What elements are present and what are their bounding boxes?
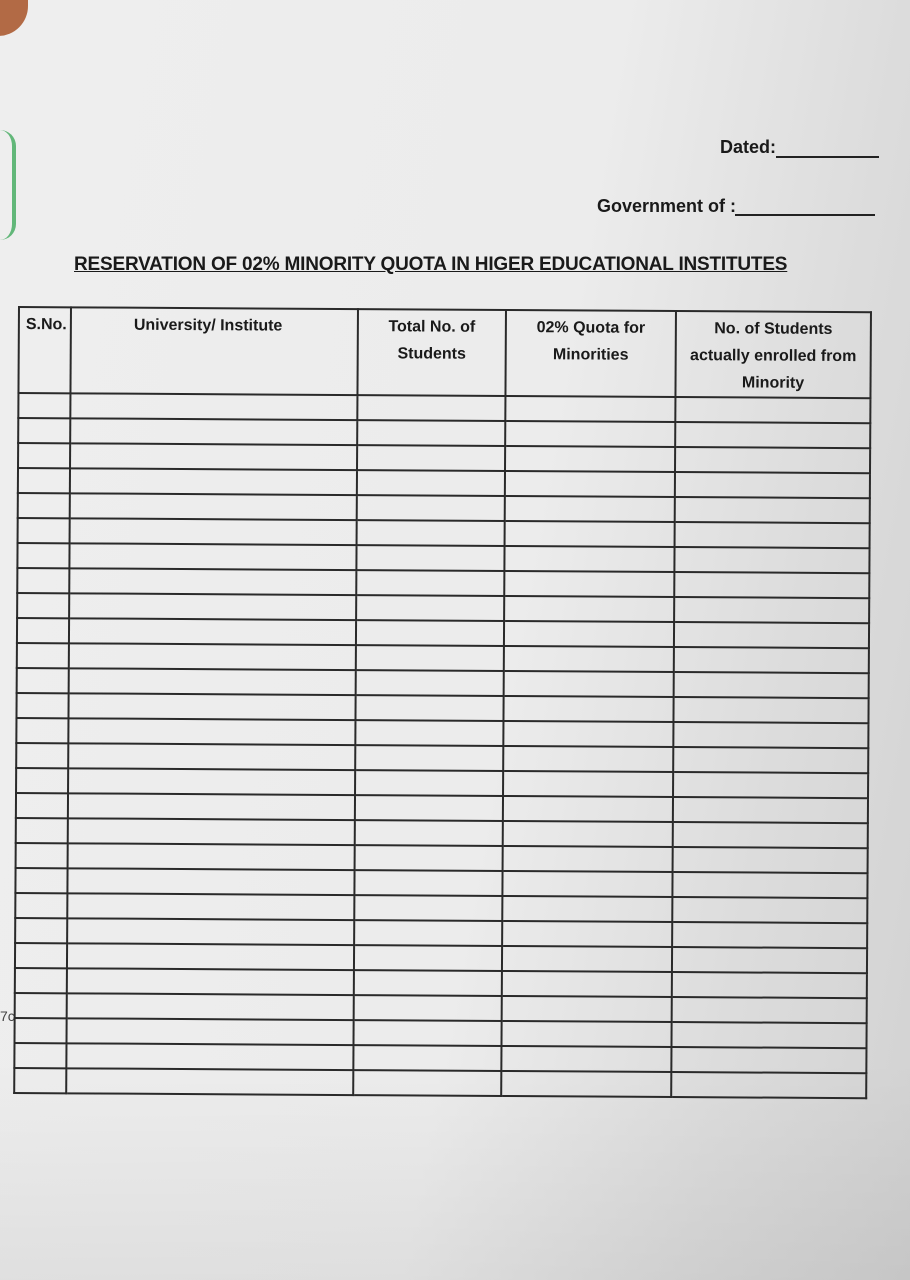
quota-table (13, 306, 870, 1099)
table-cell (504, 646, 674, 672)
dated-blank-line (776, 156, 879, 158)
table-cell (17, 593, 69, 618)
table-cell (673, 822, 868, 848)
table-cell (16, 843, 68, 868)
table-cell (504, 546, 674, 572)
table-cell (357, 495, 505, 521)
table-cell (356, 620, 504, 646)
table-cell (355, 795, 503, 821)
table-cell (16, 818, 68, 843)
column-header-total-students: Total No. of Students (357, 309, 506, 396)
table-cell (356, 545, 504, 571)
table-cell (673, 722, 868, 748)
column-header-quota: 02% Quota for Minorities (505, 310, 676, 397)
table-cell (70, 468, 357, 495)
table-cell (355, 720, 503, 746)
table-cell (70, 418, 357, 445)
table-cell (505, 496, 675, 522)
table-cell (17, 543, 69, 568)
table-cell (70, 443, 357, 470)
document-title: RESERVATION OF 02% MINORITY QUOTA IN HIGER EDUCATIONAL INSTITUTES (74, 254, 788, 275)
table-cell (355, 695, 503, 721)
table-cell (504, 571, 674, 597)
table-cell (354, 870, 502, 896)
column-header-enrolled: No. of Students actually enrolled from Minority (675, 311, 871, 398)
table-cell (672, 997, 867, 1023)
table-cell (502, 996, 672, 1022)
table-cell (14, 1018, 66, 1043)
table-cell (354, 970, 502, 996)
table-cell (503, 746, 673, 772)
table-cell (355, 820, 503, 846)
table-cell (18, 418, 70, 443)
table-cell (17, 618, 69, 643)
table-cell (70, 493, 357, 520)
table-cell (502, 946, 672, 972)
table-cell (355, 845, 503, 871)
table-cell (67, 943, 354, 970)
table-cell (503, 821, 673, 847)
table-cell (357, 520, 505, 546)
table-cell (16, 718, 68, 743)
table-cell (502, 971, 672, 997)
table-cell (673, 747, 868, 773)
table-cell (68, 768, 355, 795)
table-cell (671, 1022, 866, 1048)
table-cell (356, 645, 504, 671)
table-cell (505, 396, 675, 422)
table-cell (69, 568, 356, 595)
table-cell (68, 718, 355, 745)
table-cell (15, 868, 67, 893)
table-cell (18, 518, 70, 543)
table-cell (672, 972, 867, 998)
table-cell (67, 918, 354, 945)
table-cell (16, 693, 68, 718)
table-cell (69, 618, 356, 645)
table-cell (505, 471, 675, 497)
table-cell (15, 968, 67, 993)
table-cell (67, 993, 354, 1020)
table-cell (674, 672, 869, 698)
table-cell (17, 568, 69, 593)
table-cell (69, 668, 356, 695)
table-cell (67, 868, 354, 895)
table-cell (673, 847, 868, 873)
table-cell (504, 671, 674, 697)
table-cell (503, 771, 673, 797)
table-cell (355, 745, 503, 771)
table-cell (501, 1021, 671, 1047)
table-cell (15, 993, 67, 1018)
table-cell (17, 643, 69, 668)
table-cell (674, 647, 869, 673)
table-cell (354, 895, 502, 921)
table-cell (673, 697, 868, 723)
table-cell (674, 547, 869, 573)
table-cell (18, 493, 70, 518)
table-cell (66, 1018, 353, 1045)
table-cell (505, 521, 675, 547)
table-cell (16, 793, 68, 818)
table-cell (70, 518, 357, 545)
table-cell (354, 920, 502, 946)
table-cell (354, 945, 502, 971)
table-cell (69, 543, 356, 570)
table-cell (675, 422, 870, 448)
table-cell (15, 943, 67, 968)
table-cell (502, 871, 672, 897)
table-cell (15, 893, 67, 918)
table-cell (672, 922, 867, 948)
table-cell (675, 397, 870, 423)
table-cell (353, 1020, 501, 1046)
table-header-row (18, 307, 871, 398)
table-cell (672, 947, 867, 973)
table-cell (675, 497, 870, 523)
finger-shadow (0, 0, 28, 36)
green-stamp-mark (0, 130, 16, 240)
table-cell (357, 445, 505, 471)
table-cell (18, 468, 70, 493)
table-cell (356, 570, 504, 596)
table-cell (69, 643, 356, 670)
table-cell (503, 721, 673, 747)
table-cell (673, 772, 868, 798)
table-cell (674, 597, 869, 623)
table-cell (357, 470, 505, 496)
table-cell (505, 421, 675, 447)
table-cell (504, 621, 674, 647)
table-cell (672, 872, 867, 898)
table-cell (675, 472, 870, 498)
dated-label: Dated: (720, 137, 777, 157)
table-cell (673, 797, 868, 823)
table-cell (356, 670, 504, 696)
table-cell (505, 446, 675, 472)
table-cell (356, 595, 504, 621)
table-body (14, 393, 870, 1098)
table-cell (69, 593, 356, 620)
table-cell (502, 921, 672, 947)
government-label: Government of : (597, 196, 737, 216)
table-cell (674, 622, 869, 648)
table-cell (504, 596, 674, 622)
page-shadow (0, 1060, 910, 1280)
table-cell (67, 893, 354, 920)
table-cell (503, 846, 673, 872)
table-cell (674, 572, 869, 598)
table-cell (357, 420, 505, 446)
column-header-university: University/ Institute (70, 307, 358, 395)
table-cell (672, 897, 867, 923)
table-cell (16, 768, 68, 793)
table-cell (18, 393, 70, 418)
table-cell (70, 393, 357, 420)
table-cell (68, 793, 355, 820)
table-cell (675, 522, 870, 548)
table-cell (503, 696, 673, 722)
table-cell (68, 693, 355, 720)
table-cell (16, 743, 68, 768)
table-cell (354, 995, 502, 1021)
table-cell (357, 395, 505, 421)
government-blank-line (735, 214, 875, 216)
table-cell (502, 896, 672, 922)
table-cell (675, 447, 870, 473)
table-cell (68, 818, 355, 845)
table-cell (17, 668, 69, 693)
column-header-sno: S.No. (18, 307, 71, 393)
table-cell (68, 743, 355, 770)
table-cell (68, 843, 355, 870)
table-cell (18, 443, 70, 468)
table-cell (355, 770, 503, 796)
table-cell (67, 968, 354, 995)
table-cell (503, 796, 673, 822)
margin-mark: 7c (0, 1008, 15, 1024)
table-cell (15, 918, 67, 943)
